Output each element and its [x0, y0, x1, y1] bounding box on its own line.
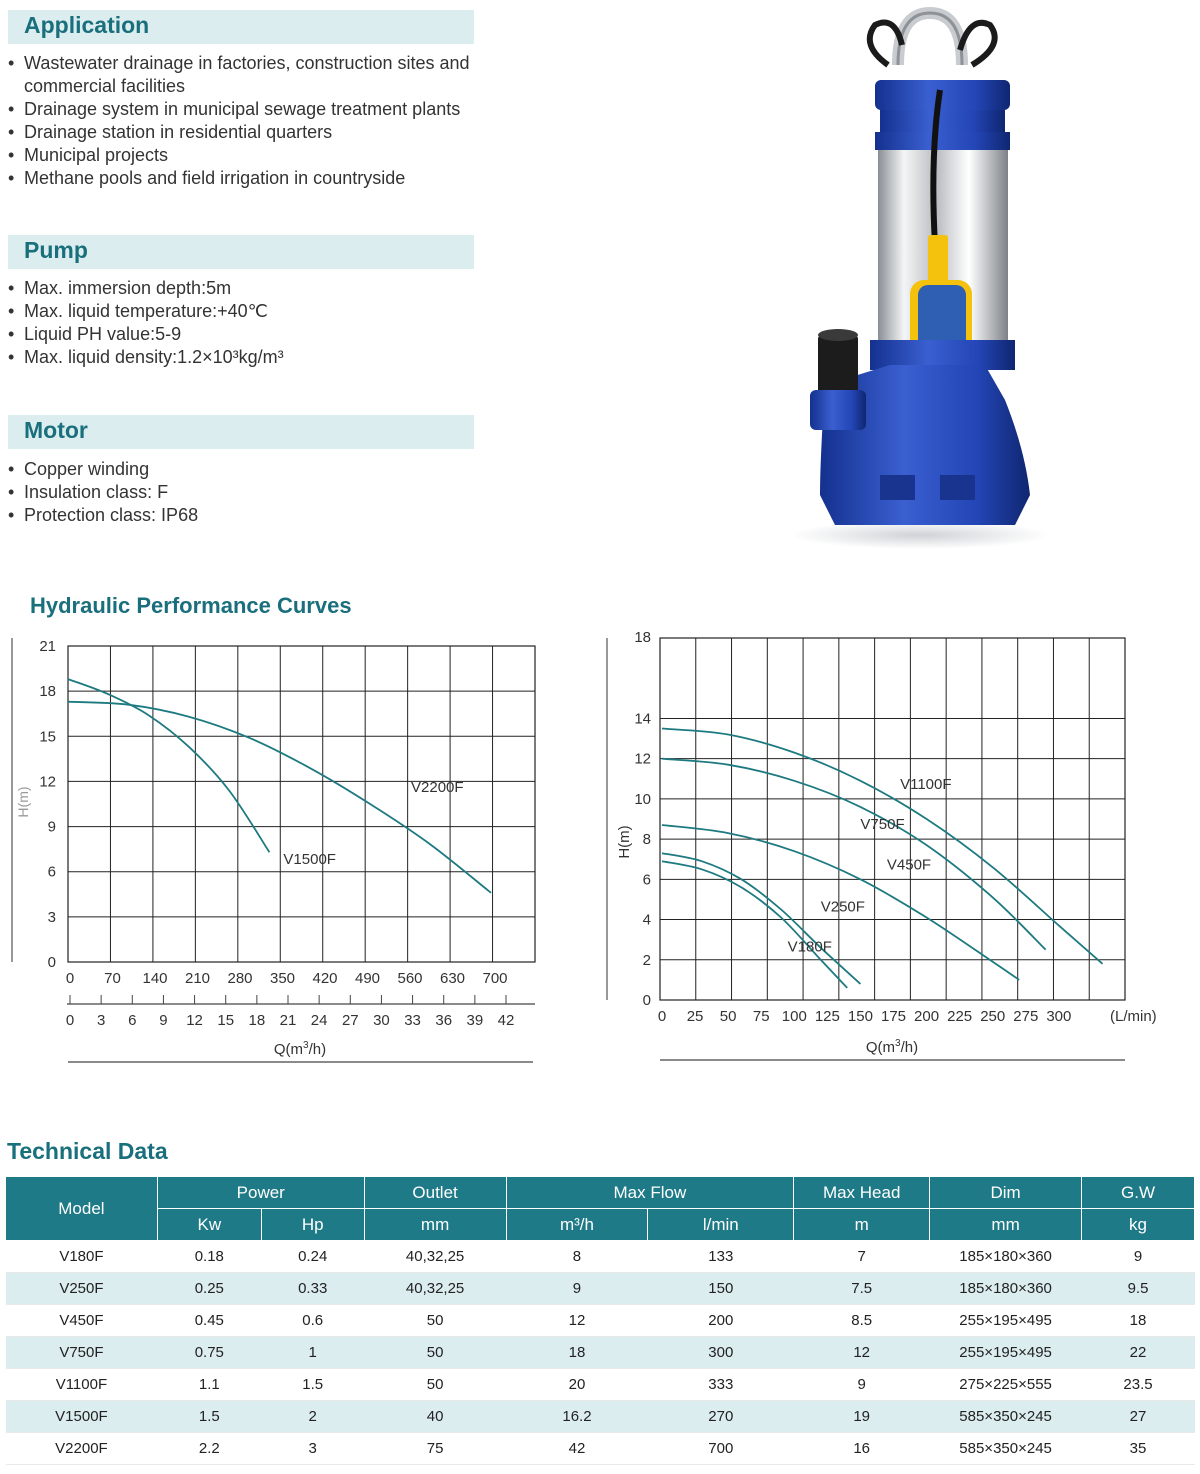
- x-tick-label-m3h: 27: [341, 1012, 359, 1029]
- outlet-pipe: [818, 335, 858, 395]
- y-tick-label: 8: [642, 831, 651, 849]
- x-tick-label-lmin: 560: [397, 970, 423, 987]
- table-cell: 35: [1129, 1440, 1147, 1457]
- table-cell: 8: [572, 1248, 582, 1265]
- x-tick-label: 25: [686, 1008, 704, 1025]
- list-item: • Protection class: IP68: [8, 504, 508, 527]
- series-label: V2200F: [411, 779, 464, 796]
- x-tick-label-m3h: 21: [279, 1012, 297, 1029]
- y-tick-label: 3: [47, 908, 56, 926]
- model-cell: V180F: [59, 1248, 104, 1265]
- series-label: V180F: [787, 938, 832, 956]
- table-row: [6, 1401, 1195, 1433]
- table-cell: 9: [1133, 1248, 1143, 1265]
- table-cell: 40: [364, 1401, 506, 1433]
- motor-cap: [875, 80, 1010, 110]
- x-tick-label-m3h: 33: [404, 1012, 421, 1029]
- table-cell: 275×225×555: [959, 1376, 1052, 1393]
- table-cell: 255×195×495: [959, 1312, 1052, 1329]
- series-label: V750F: [860, 816, 905, 834]
- tech-title: Technical Data: [7, 1138, 168, 1164]
- x-tick-label-m3h: 36: [435, 1012, 453, 1029]
- series-label: V250F: [820, 898, 865, 916]
- table-row: [6, 1241, 1195, 1273]
- x-tick-label: 225: [947, 1008, 973, 1025]
- table-row: [6, 1273, 1195, 1305]
- x-tick-label: 250: [980, 1008, 1006, 1025]
- chart-left-xlabel: $Q(m^3/h)$: [273, 1040, 327, 1058]
- table-cell: 9: [857, 1376, 866, 1393]
- table-cell: 22: [1082, 1337, 1195, 1369]
- y-tick-label: 9: [47, 818, 56, 836]
- x-tick-label-m3h: 30: [373, 1012, 390, 1029]
- unit-header: m: [794, 1209, 930, 1241]
- x-unit-label: (L/min): [1110, 1008, 1157, 1025]
- table-cell: 16.2: [506, 1401, 648, 1433]
- series-label: V1100F: [900, 775, 952, 793]
- table-cell: 0.33: [261, 1273, 364, 1305]
- list-item: • Max. liquid temperature:+40℃: [8, 300, 508, 323]
- list-item: • Copper winding: [8, 458, 508, 481]
- table-cell: 300: [648, 1337, 794, 1369]
- unit-header: m³/h: [506, 1209, 648, 1241]
- table-cell: 50: [426, 1312, 444, 1329]
- chart-right-ylabel: H(m): [616, 825, 633, 859]
- table-cell: 23.5: [1123, 1376, 1153, 1393]
- x-tick-label: 75: [752, 1008, 770, 1025]
- unit-header: mm: [364, 1209, 506, 1241]
- series-line-v180f: [662, 861, 847, 988]
- table-cell: 200: [708, 1312, 734, 1329]
- x-tick-label: 50: [719, 1008, 737, 1025]
- list-item: • Methane pools and field irrigation in countryside: [8, 167, 528, 190]
- pump-header: [8, 235, 474, 269]
- x-tick-label-lmin: 210: [184, 970, 211, 987]
- y-tick-label: 0: [47, 954, 56, 971]
- table-cell: 7.5: [794, 1273, 930, 1305]
- x-tick-label-lmin: 70: [104, 970, 121, 987]
- model-cell: V1500F: [6, 1401, 158, 1433]
- tech-table: [5, 1176, 1195, 1465]
- model-cell: V2200F: [55, 1440, 108, 1457]
- motor-header: [8, 415, 474, 449]
- unit-header: Hp: [261, 1209, 364, 1241]
- table-cell: 42: [568, 1440, 586, 1457]
- x-tick-label: 275: [1013, 1008, 1039, 1025]
- table-cell: 2.2: [198, 1440, 220, 1457]
- x-tick-label-m3h: 12: [186, 1012, 203, 1029]
- col-dim: Dim: [930, 1177, 1082, 1209]
- table-cell: 12: [568, 1312, 586, 1329]
- table-cell: 333: [708, 1376, 734, 1393]
- table-cell: 0.24: [298, 1248, 328, 1265]
- table-cell: 27: [1082, 1401, 1195, 1433]
- y-tick-label: 12: [39, 773, 56, 791]
- model-cell: V250F: [6, 1273, 158, 1305]
- table-cell: 0.45: [194, 1312, 224, 1329]
- table-cell: 50: [364, 1337, 506, 1369]
- table-cell: 1: [261, 1337, 364, 1369]
- series-line-v250f: [662, 853, 860, 984]
- table-cell: 0.6: [302, 1312, 324, 1329]
- table-cell: 1.5: [157, 1401, 261, 1433]
- unit-header: kg: [1082, 1209, 1195, 1241]
- plot-frame: [68, 646, 535, 962]
- model-cell: V450F: [59, 1312, 104, 1329]
- motor-list: [8, 458, 508, 527]
- x-tick-label-m3h: 0: [65, 1012, 75, 1029]
- x-tick-label: 300: [1046, 1008, 1072, 1025]
- x-tick-label: 125: [814, 1008, 840, 1025]
- table-row: [6, 1305, 1195, 1337]
- table-cell: 9: [506, 1273, 648, 1305]
- y-tick-label: 15: [39, 728, 56, 746]
- x-tick-label-m3h: 9: [159, 1012, 168, 1029]
- x-tick-label: 200: [914, 1008, 940, 1025]
- x-tick-label-lmin: 630: [439, 970, 466, 987]
- pump-list: [8, 277, 508, 369]
- pump-title: Pump: [24, 237, 88, 263]
- col-outlet: Outlet: [364, 1177, 506, 1209]
- series-label: V1500F: [283, 851, 336, 869]
- list-item: • Max. immersion depth:5m: [8, 277, 508, 300]
- x-tick-label-m3h: 15: [217, 1012, 235, 1029]
- x-tick-label-lmin: 420: [312, 970, 338, 987]
- table-cell: 19: [794, 1401, 930, 1433]
- y-tick-label: 12: [634, 750, 651, 768]
- table-cell: 7: [857, 1248, 866, 1265]
- table-cell: 1.1: [198, 1376, 220, 1393]
- x-tick-label-m3h: 6: [128, 1012, 137, 1029]
- unit-header: l/min: [648, 1209, 794, 1241]
- table-cell: 50: [426, 1376, 444, 1393]
- x-tick-label-m3h: 24: [310, 1012, 328, 1029]
- y-tick-label: 18: [39, 683, 56, 701]
- chart-left-grid: [68, 646, 535, 962]
- y-tick-label: 18: [634, 629, 651, 646]
- x-tick-label-lmin: 490: [354, 970, 381, 987]
- unit-header: mm: [930, 1209, 1082, 1241]
- y-tick-label: 10: [634, 790, 651, 808]
- table-cell: 18: [506, 1337, 648, 1369]
- application-title: Application: [24, 12, 150, 38]
- table-cell: 16: [853, 1440, 871, 1457]
- table-cell: 185×180×360: [930, 1273, 1082, 1305]
- unit-header: Kw: [157, 1209, 261, 1241]
- table-cell: 1.5: [302, 1376, 324, 1393]
- y-tick-label: 0: [642, 992, 651, 1009]
- list-item: • Liquid PH value:5-9: [8, 323, 508, 346]
- x-tick-label-lmin: 350: [269, 970, 296, 987]
- x-tick-label-lmin: 700: [482, 970, 508, 987]
- col-power: Power: [157, 1177, 364, 1209]
- list-item: • Drainage system in municipal sewage treatment plants: [8, 98, 528, 121]
- x-tick-label: 150: [847, 1008, 873, 1025]
- x-tick-label: 175: [880, 1008, 907, 1025]
- table-cell: 0.25: [157, 1273, 261, 1305]
- col-maxflow: Max Flow: [506, 1177, 794, 1209]
- table-row: [6, 1369, 1195, 1401]
- table-cell: 270: [648, 1401, 794, 1433]
- chart-right-xlabel: $Q(m^3/h)$: [865, 1038, 919, 1056]
- table-row: [6, 1433, 1195, 1465]
- x-tick-label: 100: [781, 1008, 807, 1025]
- table-cell: 585×350×245: [959, 1440, 1052, 1457]
- table-cell: 700: [708, 1440, 734, 1457]
- series-line-v750f: [662, 759, 1046, 950]
- table-row: [6, 1337, 1195, 1369]
- y-tick-label: 4: [642, 911, 651, 929]
- y-tick-label: 6: [642, 871, 651, 889]
- table-cell: 75: [426, 1440, 444, 1457]
- x-tick-label-lmin: 140: [142, 970, 168, 987]
- x-tick-label-m3h: 18: [248, 1012, 266, 1029]
- handle: [898, 13, 962, 65]
- application-header: [8, 10, 474, 44]
- x-tick-label-lmin: 0: [65, 970, 75, 987]
- y-tick-label: 6: [47, 863, 56, 881]
- table-cell: 0.18: [194, 1248, 224, 1265]
- table-cell: 40,32,25: [364, 1273, 506, 1305]
- chart-left-ylabel: H(m): [15, 786, 31, 818]
- chart-left: [0, 630, 560, 1070]
- list-item: • Max. liquid density:1.2×10³kg/m³: [8, 346, 508, 369]
- table-cell: 133: [708, 1248, 734, 1265]
- y-tick-label: 2: [642, 951, 651, 969]
- table-cell: 9.5: [1082, 1273, 1195, 1305]
- table-cell: 3: [308, 1440, 317, 1457]
- col-gw: G.W: [1082, 1177, 1195, 1209]
- table-cell: 150: [648, 1273, 794, 1305]
- x-tick-label-m3h: 3: [96, 1012, 106, 1029]
- table-cell: 18: [1129, 1312, 1147, 1329]
- list-item: • Insulation class: F: [8, 481, 508, 504]
- table-cell: 20: [568, 1376, 586, 1393]
- application-list: [8, 52, 528, 190]
- table-cell: 0.75: [157, 1337, 261, 1369]
- table-cell: 8.5: [851, 1312, 873, 1329]
- series-line-v2200f: [68, 702, 491, 893]
- table-cell: 185×180×360: [959, 1248, 1052, 1265]
- curves-title: Hydraulic Performance Curves: [30, 593, 352, 618]
- x-tick-label-m3h: 39: [466, 1012, 484, 1029]
- series-label: V450F: [886, 856, 932, 874]
- pump-shadow: [790, 521, 1050, 549]
- motor-title: Motor: [24, 417, 88, 443]
- x-tick-label: 0: [657, 1008, 667, 1025]
- pump-image: [780, 5, 1050, 550]
- table-cell: 2: [261, 1401, 364, 1433]
- model-cell: V750F: [6, 1337, 158, 1369]
- table-cell: 40,32,25: [405, 1248, 465, 1265]
- chart-right: [595, 628, 1195, 1068]
- table-cell: 255×195×495: [930, 1337, 1082, 1369]
- x-tick-label-m3h: 42: [497, 1012, 515, 1029]
- table-cell: 12: [794, 1337, 930, 1369]
- list-item: • Municipal projects: [8, 144, 528, 167]
- list-item: • Drainage station in residential quarters: [8, 121, 528, 144]
- y-tick-label: 21: [39, 638, 56, 655]
- col-model: Model: [6, 1177, 158, 1241]
- col-maxhead: Max Head: [794, 1177, 930, 1209]
- table-cell: 585×350×245: [930, 1401, 1082, 1433]
- model-cell: V1100F: [55, 1376, 108, 1393]
- list-item: • Wastewater drainage in factories, construction sites and commercial facilities: [8, 52, 528, 98]
- x-tick-label-lmin: 280: [227, 970, 253, 987]
- y-tick-label: 14: [634, 710, 651, 728]
